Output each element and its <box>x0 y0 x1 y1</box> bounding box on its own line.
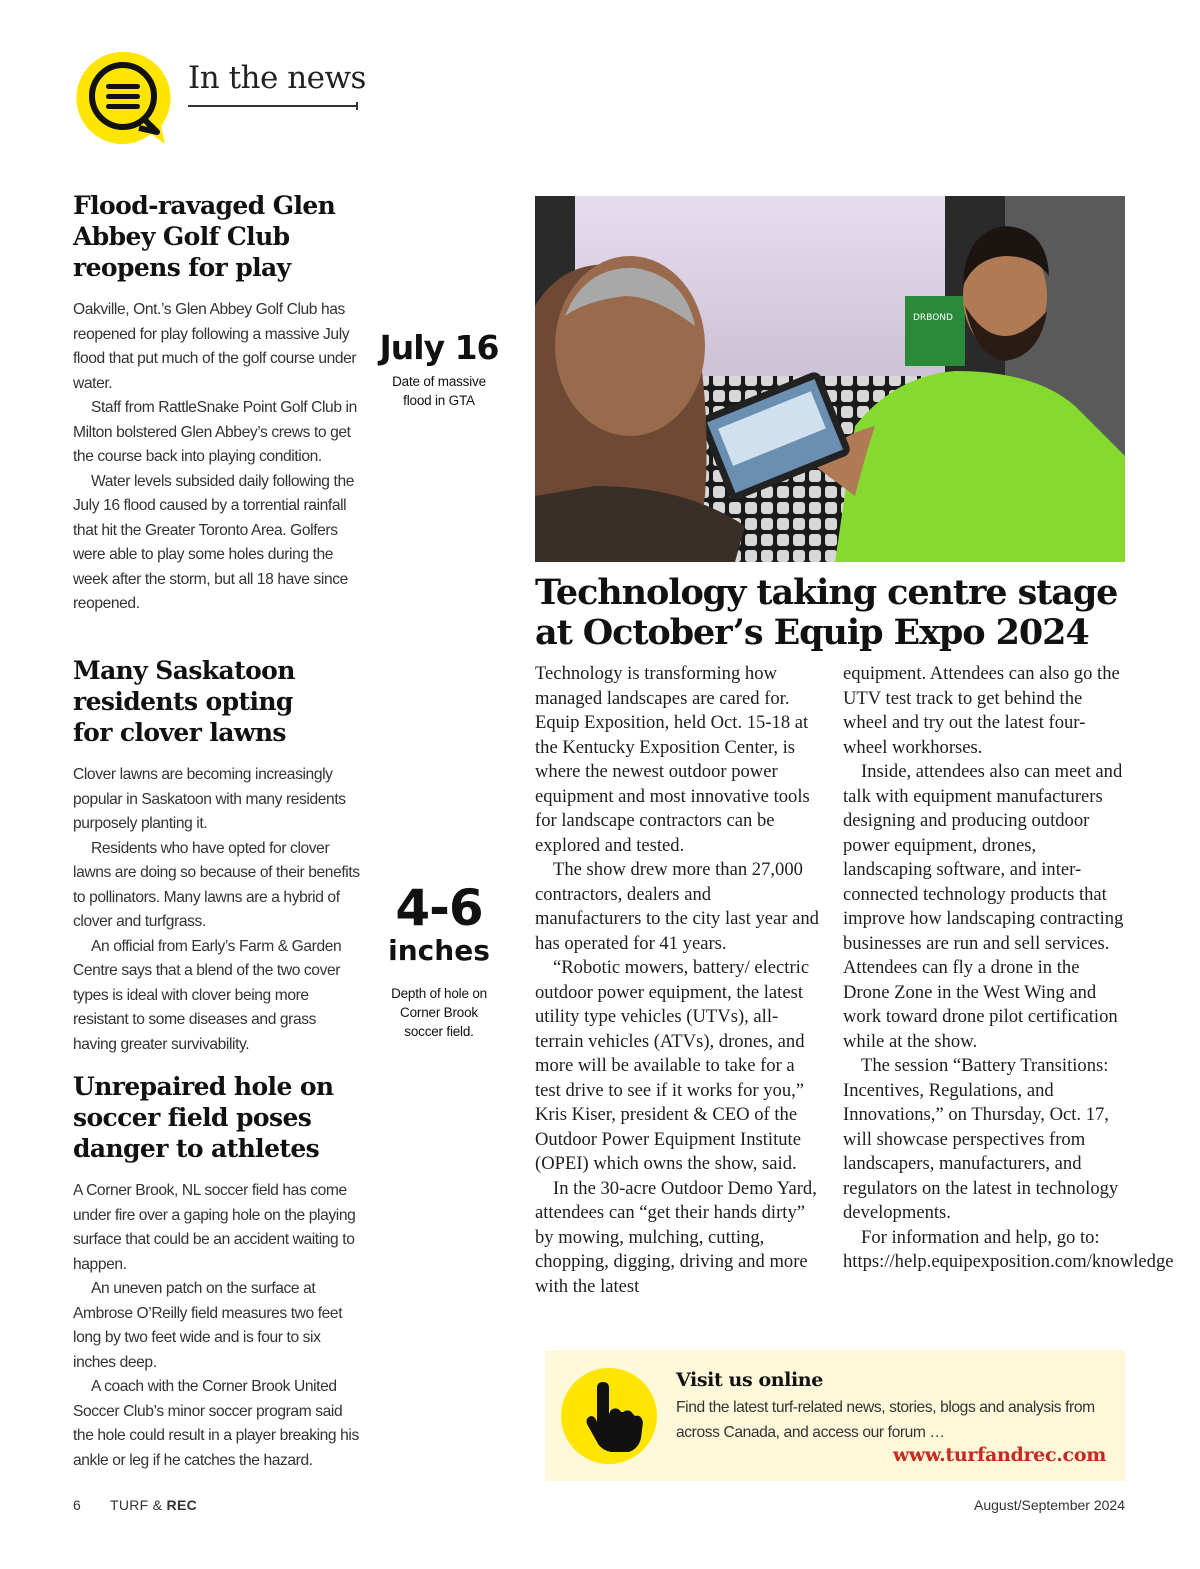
main-column-2 <box>843 662 1174 1275</box>
news-paragraph: Residents who have opted for clover lawns are doing so because of their benefits to pollinators. Many lawns are a hybrid of clover and turfgrass. <box>73 839 360 930</box>
news-paragraph: A Corner Brook, NL soccer field has come under fire over a gaping hole on the playing surface that could be an accident waiting to happen. <box>73 1182 356 1273</box>
page-number: 6 <box>73 1497 81 1513</box>
article-paragraph: The show drew more than 27,000 contractors, dealers and manufacturers to the city last year and has operated for 41 years. <box>535 859 819 954</box>
news-body <box>73 763 363 1057</box>
article-paragraph: The session “Battery Transitions: Incentives, Regulations, and Innovations,” on Thursday, Oct. 17, will showcase perspectives from landscapers, manufacturers, and regulators on the latest in technology developments. <box>843 1055 1119 1223</box>
news-headline: Unrepaired hole on soccer field poses danger to athletes <box>73 1072 334 1163</box>
visit-title: Visit us online <box>676 1369 823 1391</box>
news-paragraph: Water levels subsided daily following the July 16 flood caused by a torrential rainfall that hit the Greater Toronto Area. Golfers were able to play some holes during the week after the storm, but all 18 have since reopened. <box>73 472 354 612</box>
article-paragraph: equipment. Attendees can also go the UTV test track to get behind the wheel and try out the latest four-wheel workhorses. <box>843 663 1120 758</box>
photo-banner-text: DRBOND <box>913 313 953 323</box>
article-paragraph: Technology is transforming how managed landscapes are cared for. Equip Exposition, held Oct. 15-18 at the Kentucky Exposition Center, is where the newest outdoor power equipment and most innovative tools for landscape contractors can be explored and tested. <box>535 663 810 856</box>
stat-hole-depth <box>372 880 506 1041</box>
magazine-name <box>110 1497 197 1513</box>
stat-flood-date <box>372 328 506 410</box>
main-column-1 <box>535 662 820 1299</box>
news-item-clover <box>73 655 373 1057</box>
news-paragraph: Staff from RattleSnake Point Golf Club in Milton bolstered Glen Abbey’s crews to get the course back into playing condition. <box>73 399 357 465</box>
news-paragraph: An uneven patch on the surface at Ambrose O’Reilly field measures two feet long by two feet wide and is four to six inches deep. <box>73 1280 343 1371</box>
article-paragraph: “Robotic mowers, battery/ electric outdoor power equipment, the latest utility type vehicles (UTVs), all-terrain vehicles (ATVs), drones, and more will be available to take for a test drive to see if it works for you,” Kris Kiser, president & CEO of the Outdoor Power Equipment Institute (OPEI) which owns the show, said. <box>535 957 810 1174</box>
article-paragraph: For information and help, go to: https://help.equipexposition.com/knowledge <box>843 1226 1174 1272</box>
news-paragraph: An official from Early’s Farm & Garden Centre says that a blend of the two cover types is ideal with clover being more resistant to some diseases and grass having greater survivability. <box>73 937 342 1053</box>
news-paragraph: Oakville, Ont.’s Glen Abbey Golf Club has reopened for play following a massive July flood that put much of the golf course under water. <box>73 301 357 392</box>
news-headline: Many Saskatoon residents opting for clover lawns <box>73 656 295 747</box>
stat-caption: Date of massive flood in GTA <box>392 374 486 408</box>
pointing-hand-icon <box>559 1366 659 1466</box>
article-paragraph: Inside, attendees also can meet and talk with equipment manufacturers designing and producing outdoor power equipment, drones, landscaping software, and inter-connected technology products that improve how landscaping contracting businesses are run and sell services. Attendees can fly a drone in the Drone Zone in the West Wing and work toward drone pilot certification while at the show. <box>843 761 1124 1052</box>
news-headline: Flood-ravaged Glen Abbey Golf Club reopens for play <box>73 191 336 282</box>
website-link[interactable]: www.turfandrec.com <box>892 1444 1106 1466</box>
news-item-soccer <box>73 1071 373 1473</box>
issue-date: August/September 2024 <box>974 1497 1125 1513</box>
news-item-flood <box>73 190 373 617</box>
section-rule <box>188 105 356 107</box>
news-body <box>73 1179 363 1473</box>
magazine-name-part: TURF & <box>110 1497 167 1513</box>
stat-unit: inches <box>388 934 490 967</box>
stat-value: 4-6 <box>395 879 483 937</box>
main-headline: Technology taking centre stage at October’s Equip Expo 2024 <box>535 572 1118 653</box>
section-title: In the news <box>188 60 366 96</box>
expo-photo <box>535 196 1125 562</box>
article-paragraph: In the 30-acre Outdoor Demo Yard, attendees can “get their hands dirty” by mowing, mulching, cutting, chopping, digging, driving and more with the latest <box>535 1177 817 1297</box>
news-body <box>73 298 363 617</box>
magazine-name-bold: REC <box>166 1497 198 1513</box>
visit-text: Find the latest turf-related news, stories, blogs and analysis from across Canada, and access our forum … <box>676 1399 1095 1441</box>
news-paragraph: A coach with the Corner Brook United Soccer Club’s minor soccer program said the hole could result in a player breaking his ankle or leg if he catches the hazard. <box>73 1378 359 1469</box>
stat-caption: Depth of hole on Corner Brook soccer field. <box>391 986 487 1039</box>
news-paragraph: Clover lawns are becoming increasingly popular in Saskatoon with many residents purposely planting it. <box>73 766 346 832</box>
stat-value: July 16 <box>379 328 499 367</box>
menu-speech-bubble-icon <box>73 48 173 148</box>
